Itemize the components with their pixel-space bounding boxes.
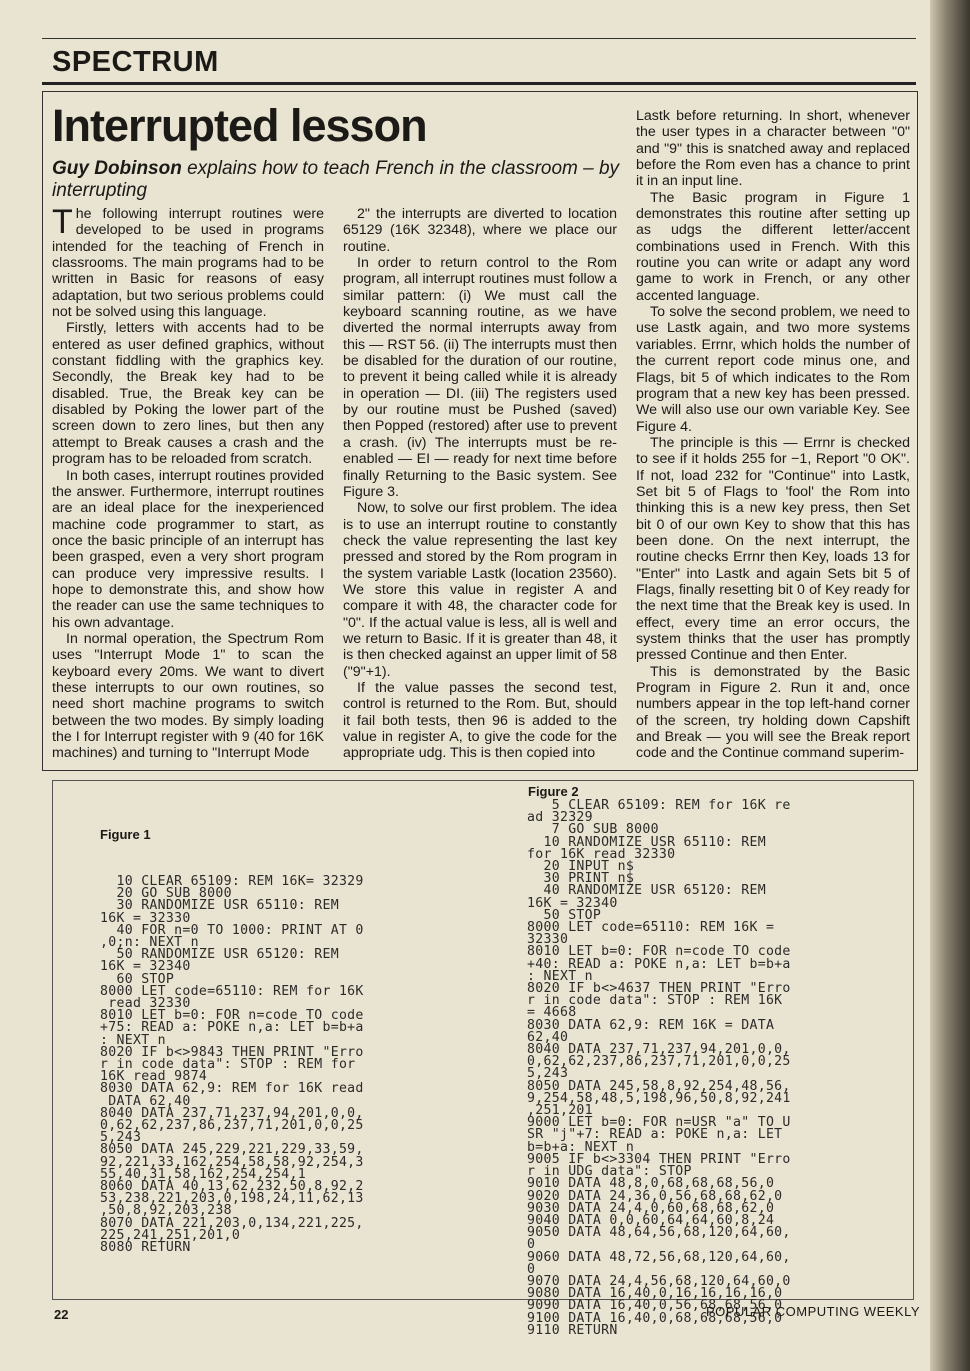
top-rule — [42, 38, 916, 39]
figure-2-listing: 5 CLEAR 65109: REM for 16K re ad 32329 7 GO SUB 8000 10 RANDOMIZE USR 65110: REM for 16K read 32330 20 INPUT n$ 30 PRINT n$ 40 RANDOMIZE USR 65120: REM 16K = 32340 50 STOP 8000 LET code=65110: REM 16K = 32330 8010 LET b=0: FOR n=code TO code +40: READ a: POKE n,a: LET b=b+a : NEXT n 8020 IF b<>4637 THEN PRINT "Erro r in code data": STOP : REM 16K = 4668 8030 DATA 62,9: REM 16K = DATA 62,40 8040 DATA 237,71,237,94,201,0,0, 0,62,62,237,86,237,71,201,0,0,25 5,243 8050 DATA 245,58,8,92,254,48,56, 9,254,58,48,5,198,96,50,8,92,241 ,251,201 9000 LET b=0: FOR n=USR "a" TO U SR "j"+7: READ a: POKE n,a: LET b=b+a: NEXT n 9005 IF b<>3304 THEN PRINT "Erro r in UDG data": STOP 9010 DATA 48,8,0,68,68,68,56,0 9020 DATA 24,36,0,56,68,68,62,0 9030 DATA 24,4,0,60,68,68,62,0 9040 DATA 0,0,60,64,64,60,8,24 9050 DATA 48,64,56,68,120,64,60, 0 9060 DATA 48,72,56,68,120,64,60, 0 9070 DATA 24,4,56,68,120,64,60,0 9080 DATA 16,40,0,16,16,16,16,0 9090 DATA 16,40,0,56,68,68,56,0 9100 DATA 16,40,0,68,68,68,56,0 9110 RETURN — [527, 798, 791, 1338]
page-number: 22 — [54, 1307, 69, 1322]
article-paragraph: The Basic program in Figure 1 demonstrates this routine after setting up as udgs the different letter/accent combinations used in French. With this routine you can write or adapt any word game to work in French, or any other accented language. — [636, 189, 910, 304]
article-column-3 — [636, 108, 910, 762]
article-paragraph: Lastk before returning. In short, whenever the user types in a character between "0" and "9" this is snatched away and replaced before the Rom even has a chance to print it in an input line. — [636, 108, 910, 190]
article-paragraph: In normal operation, the Spectrum Rom uses "Interrupt Mode 1" to scan the keyboard every 20ms. We want to divert these interrupts to our own routines, so need short machine programs to switch between the two modes. By simply loading the I for Interrupt register with 9 (40 for 16K machines) and turning to "Interrupt Mode — [52, 630, 324, 762]
article-column-2 — [343, 206, 617, 762]
article-paragraph — [52, 203, 324, 321]
article-paragraph: The principle is this — Errnr is checked to see if it holds 255 for −1, Report "0 OK". If not, load 232 for "Continue" into Lastk, Set bit 5 of Flags to 'fool' the Rom into thinking this is a new key press, then Set bit 0 of our own Key to show that this has been done. On the next interrupt, the routine checks Errnr then Key, loads 13 for "Enter" into Lastk and again Sets bit 5 of Flags, finally resetting bit 0 of Key ready for the next time that the Break key is used. In effect, every time an error occurs, the system thinks that the user has promptly pressed Continue and then Enter. — [636, 434, 910, 664]
article-headline: Interrupted lesson — [52, 100, 427, 151]
article-column-1 — [52, 203, 324, 762]
author-name: Guy Dobinson — [52, 158, 182, 179]
figure-1-listing: 10 CLEAR 65109: REM 16K= 32329 20 GO SUB 8000 30 RANDOMIZE USR 65110: REM 16K = 32330 40 FOR n=0 TO 1000: PRINT AT 0 ,0;n: NEXT n 50 RANDOMIZE USR 65120: REM 16K = 32340 60 STOP 8000 LET code=65110: REM for 16K read 32330 8010 LET b=0: FOR n=code TO code +75: READ a: POKE n,a: LET b=b+a : NEXT n 8020 IF b<>9843 THEN PRINT "Erro r in code data": STOP : REM for 16K read 9874 8030 DATA 62,9: REM for 16K read DATA 62,40 8040 DATA 237,71,237,94,201,0,0, 0,62,62,237,86,237,71,201,0,0,25 5,243 8050 DATA 245,229,221,229,33,59, 92,221,33,162,254,58,58,92,254,3 55,40,31,58,162,254,254,1 8060 DATA 40,13,62,232,50,8,92,2 53,238,221,203,0,198,24,11,62,13 ,50,8,92,203,238 8070 DATA 221,203,0,134,221,225, 225,241,251,201,0 8080 RETURN — [100, 874, 364, 1256]
article-paragraph: Now, to solve our first problem. The idea is to use an interrupt routine to constantly check the value representing the last key pressed and stored by the Rom program in the system variable Lastk (location 23560). We store this value in register A and compare it with 48, the character code for "0". If the actual value is less, all is well and we return to Basic. If it is greater than 48, it is then checked against an upper limit of 58 ("9"+1). — [343, 500, 617, 680]
article-paragraph: If the value passes the second test, control is returned to the Rom. But, should it fail both tests, then 96 is added to the value in register A, to give the code for the appropriate udg. This is then copied into — [343, 679, 617, 762]
article-standfirst — [52, 158, 632, 202]
article-paragraph: In both cases, interrupt routines provided the answer. Furthermore, interrupt routines are an ideal place for the inexperienced machine code programmer to start, as once the basic principle of an interrupt has been grasped, even a very short program can produce very impressive results. I hope to demonstrate this, and show how the reader can use the same techniques to his own advantage. — [52, 467, 324, 631]
figure-1-label: Figure 1 — [100, 827, 151, 842]
article-paragraph: To solve the second problem, we need to use Lastk again, and two more systems variables. Errnr, which holds the number of the current report code minus one, and Flags, bit 5 of which indicates to the Rom program that a new key has been pressed. We will also use our own variable Key. See Figure 4. — [636, 304, 910, 435]
article-paragraph: 2" the interrupts are diverted to location 65129 (16K 32348), where we place our routine. — [343, 206, 617, 255]
drop-cap: T — [52, 203, 73, 241]
publication-name: POPULAR COMPUTING WEEKLY — [706, 1304, 921, 1319]
article-paragraph: In order to return control to the Rom program, all interrupt routines must follow a similar pattern: (i) We must call the keyboard scanning routine, as we have diverted the normal interrupts away from this — RST 56. (ii) The interrupts must then be disabled for the duration of our routine, to prevent it being called while it is already in operation — DI. (iii) The registers used by our routine must be Pushed (saved) then Popped (restored) after use to prevent a crash. (iv) The interrupts must be re-enabled — EI — ready for next time before finally Returning to the Basic system. See Figure 3. — [343, 255, 617, 500]
standfirst-text: explains how to teach French in the classroom – by interrupting — [52, 158, 620, 201]
section-title: SPECTRUM — [52, 46, 219, 78]
paragraph-text: he following interrupt routines were developed to be used in programs intended for the teaching of French in classrooms. The main programs had to be written in Basic for reasons of easy adaptation, but two serious problems could not be solved using this language. — [52, 206, 324, 321]
figure-2-label: Figure 2 — [528, 784, 579, 799]
article-paragraph: Firstly, letters with accents had to be entered as user defined graphics, without constant fiddling with the graphics key. Secondly, the Break key had to be disabled. True, the Break key can be disabled by Poking the lower part of the screen down to zero lines, but then any attempt to Break causes a crash and the program has to be reloaded from scratch. — [52, 320, 324, 468]
page-edge-shadow — [930, 0, 970, 1371]
section-rule — [42, 82, 916, 85]
article-paragraph: This is demonstrated by the Basic Program in Figure 2. Run it and, once numbers appear in the top left-hand corner of the screen, try holding down Capshift and Break — you will see the Break report code and the Continue command superim- — [636, 663, 910, 762]
